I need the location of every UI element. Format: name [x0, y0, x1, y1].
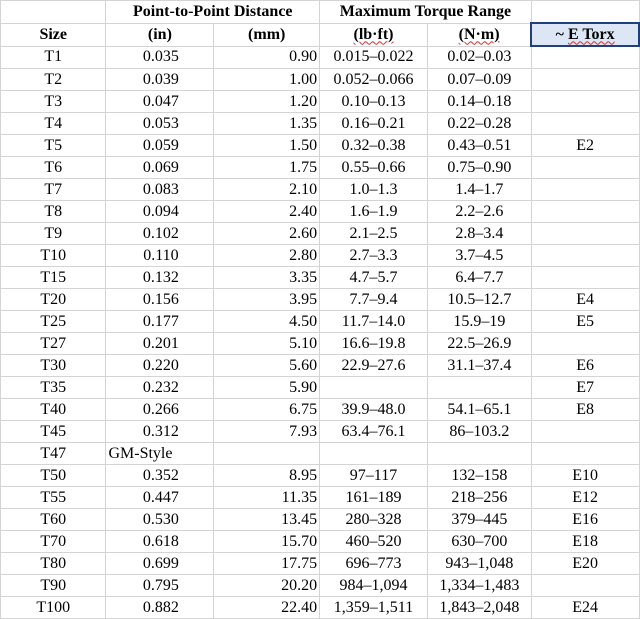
e-torx-cell[interactable]	[531, 333, 639, 355]
in-cell[interactable]: 0.156	[106, 289, 214, 311]
nm-cell[interactable]	[427, 377, 531, 399]
table-row	[1, 69, 640, 91]
e-torx-cell[interactable]: E20	[531, 553, 639, 575]
lbft-cell[interactable]: 984–1,094	[320, 575, 428, 597]
nm-cell[interactable]: 0.07–0.09	[427, 69, 531, 91]
in-cell[interactable]: 0.083	[106, 179, 214, 201]
lbft-cell[interactable]: 0.10–0.13	[320, 91, 428, 113]
lbft-cell[interactable]: 696–773	[320, 553, 428, 575]
table-row	[1, 201, 640, 223]
lbft-cell[interactable]: 161–189	[320, 487, 428, 509]
nm-cell[interactable]: 0.02–0.03	[427, 46, 531, 69]
e-torx-cell[interactable]	[531, 443, 639, 465]
in-cell[interactable]: 0.102	[106, 223, 214, 245]
e-torx-cell[interactable]	[531, 113, 639, 135]
size-cell[interactable]: T90	[1, 575, 106, 597]
header-row-2	[1, 23, 640, 46]
mm-cell[interactable]: 1.75	[214, 157, 320, 179]
lbft-cell[interactable]: 0.55–0.66	[320, 157, 428, 179]
size-cell[interactable]: T35	[1, 377, 106, 399]
mm-cell[interactable]: 3.35	[214, 267, 320, 289]
lbft-cell[interactable]: 39.9–48.0	[320, 399, 428, 421]
e-torx-cell[interactable]	[531, 267, 639, 289]
mm-cell[interactable]: 2.40	[214, 201, 320, 223]
nm-cell[interactable]: 2.8–3.4	[427, 223, 531, 245]
mm-cell[interactable]: 22.40	[214, 597, 320, 619]
e-torx-cell[interactable]: E12	[531, 487, 639, 509]
in-cell[interactable]: 0.530	[106, 509, 214, 531]
size-cell[interactable]: T2	[1, 69, 106, 91]
in-cell[interactable]: 0.882	[106, 597, 214, 619]
e-torx-cell[interactable]	[531, 69, 639, 91]
e-torx-cell[interactable]	[531, 201, 639, 223]
nm-cell[interactable]: 379–445	[427, 509, 531, 531]
mm-cell[interactable]: 2.60	[214, 223, 320, 245]
in-cell[interactable]: 0.035	[106, 46, 214, 69]
lbft-cell[interactable]: 460–520	[320, 531, 428, 553]
size-cell[interactable]: T15	[1, 267, 106, 289]
table-row	[1, 443, 640, 465]
e-torx-cell[interactable]: E7	[531, 377, 639, 399]
nm-cell[interactable]: 31.1–37.4	[427, 355, 531, 377]
in-cell[interactable]: 0.177	[106, 311, 214, 333]
in-cell[interactable]: 0.039	[106, 69, 214, 91]
lbft-cell[interactable]: 0.015–0.022	[320, 46, 428, 69]
nm-cell[interactable]: 943–1,048	[427, 553, 531, 575]
in-cell[interactable]: 0.312	[106, 421, 214, 443]
e-torx-cell[interactable]	[531, 179, 639, 201]
table-row	[1, 311, 640, 333]
mm-cell[interactable]: 11.35	[214, 487, 320, 509]
mm-cell[interactable]: 2.80	[214, 245, 320, 267]
in-cell[interactable]: 0.110	[106, 245, 214, 267]
nm-cell[interactable]: 86–103.2	[427, 421, 531, 443]
size-cell[interactable]: T6	[1, 157, 106, 179]
table-row	[1, 157, 640, 179]
in-cell[interactable]: 0.266	[106, 399, 214, 421]
lbft-cell[interactable]: 0.32–0.38	[320, 135, 428, 157]
nm-cell[interactable]: 10.5–12.7	[427, 289, 531, 311]
nm-cell[interactable]: 1.4–1.7	[427, 179, 531, 201]
nm-cell[interactable]: 218–256	[427, 487, 531, 509]
size-cell[interactable]: T45	[1, 421, 106, 443]
nm-cell[interactable]: 22.5–26.9	[427, 333, 531, 355]
nm-cell[interactable]: 6.4–7.7	[427, 267, 531, 289]
mm-cell[interactable]: 17.75	[214, 553, 320, 575]
header-blank-cell[interactable]	[1, 1, 106, 24]
nm-cell[interactable]: 15.9–19	[427, 311, 531, 333]
table-row	[1, 333, 640, 355]
size-cell[interactable]: T55	[1, 487, 106, 509]
size-cell[interactable]: T80	[1, 553, 106, 575]
header-blank-cell[interactable]	[531, 1, 639, 24]
in-cell[interactable]: 0.795	[106, 575, 214, 597]
in-cell[interactable]: 0.201	[106, 333, 214, 355]
table-row	[1, 509, 640, 531]
table-row	[1, 355, 640, 377]
size-cell[interactable]: T10	[1, 245, 106, 267]
e-torx-cell[interactable]: E24	[531, 597, 639, 619]
size-cell[interactable]: T30	[1, 355, 106, 377]
table-row	[1, 597, 640, 619]
header-nm[interactable]	[427, 23, 531, 46]
nm-cell[interactable]: 630–700	[427, 531, 531, 553]
mm-cell[interactable]: 1.35	[214, 113, 320, 135]
size-cell[interactable]: T40	[1, 399, 106, 421]
table-row	[1, 179, 640, 201]
header-nm-text: (N·m)	[458, 25, 500, 43]
table-row	[1, 575, 640, 597]
e-torx-cell[interactable]	[531, 46, 639, 69]
in-cell[interactable]: 0.059	[106, 135, 214, 157]
nm-cell[interactable]: 54.1–65.1	[427, 399, 531, 421]
lbft-cell[interactable]: 97–117	[320, 465, 428, 487]
table-row	[1, 465, 640, 487]
size-cell[interactable]: T100	[1, 597, 106, 619]
size-cell[interactable]: T60	[1, 509, 106, 531]
table-row	[1, 113, 640, 135]
size-cell[interactable]: T1	[1, 46, 106, 69]
table-row	[1, 487, 640, 509]
lbft-cell[interactable]: 1.0–1.3	[320, 179, 428, 201]
lbft-cell[interactable]: 7.7–9.4	[320, 289, 428, 311]
header-in[interactable]: (in)	[106, 23, 214, 46]
header-e-torx-selected-cell[interactable]: ~ E Torx	[531, 23, 639, 46]
header-lbft-text: (lb·ft)	[353, 25, 394, 43]
e-torx-cell[interactable]: E4	[531, 289, 639, 311]
lbft-cell[interactable]	[320, 377, 428, 399]
nm-cell[interactable]: 0.75–0.90	[427, 157, 531, 179]
mm-cell[interactable]: 8.95	[214, 465, 320, 487]
e-torx-cell[interactable]: E6	[531, 355, 639, 377]
in-cell[interactable]: 0.232	[106, 377, 214, 399]
size-cell[interactable]: T70	[1, 531, 106, 553]
e-torx-cell[interactable]: E16	[531, 509, 639, 531]
header-row-1	[1, 1, 640, 24]
lbft-cell[interactable]: 63.4–76.1	[320, 421, 428, 443]
table-row	[1, 46, 640, 69]
lbft-cell[interactable]: 22.9–27.6	[320, 355, 428, 377]
mm-cell[interactable]: 15.70	[214, 531, 320, 553]
e-torx-cell[interactable]	[531, 91, 639, 113]
size-cell[interactable]: T7	[1, 179, 106, 201]
size-cell[interactable]: T27	[1, 333, 106, 355]
lbft-cell[interactable]: 1,359–1,511	[320, 597, 428, 619]
mm-cell[interactable]: 3.95	[214, 289, 320, 311]
header-lbft[interactable]	[320, 23, 428, 46]
in-cell[interactable]: 0.447	[106, 487, 214, 509]
size-cell[interactable]: T50	[1, 465, 106, 487]
mm-cell[interactable]: 6.75	[214, 399, 320, 421]
mm-cell[interactable]: 20.20	[214, 575, 320, 597]
table-row	[1, 245, 640, 267]
e-torx-cell[interactable]	[531, 421, 639, 443]
e-torx-cell[interactable]: E18	[531, 531, 639, 553]
nm-cell[interactable]: 2.2–2.6	[427, 201, 531, 223]
size-cell[interactable]: T5	[1, 135, 106, 157]
header-mm[interactable]: (mm)	[214, 23, 320, 46]
lbft-cell[interactable]: 11.7–14.0	[320, 311, 428, 333]
mm-cell[interactable]: 5.90	[214, 377, 320, 399]
in-cell[interactable]: 0.053	[106, 113, 214, 135]
size-cell[interactable]: T8	[1, 201, 106, 223]
lbft-cell[interactable]: 4.7–5.7	[320, 267, 428, 289]
table-row	[1, 421, 640, 443]
lbft-cell[interactable]	[320, 443, 428, 465]
e-torx-cell[interactable]: E8	[531, 399, 639, 421]
lbft-cell[interactable]: 0.16–0.21	[320, 113, 428, 135]
mm-cell[interactable]: 0.90	[214, 46, 320, 69]
in-cell[interactable]: 0.699	[106, 553, 214, 575]
e-torx-cell[interactable]: E2	[531, 135, 639, 157]
table-row	[1, 135, 640, 157]
mm-cell[interactable]: 7.93	[214, 421, 320, 443]
table-row	[1, 289, 640, 311]
nm-cell[interactable]: 3.7–4.5	[427, 245, 531, 267]
size-cell[interactable]: T47	[1, 443, 106, 465]
mm-cell[interactable]: 13.45	[214, 509, 320, 531]
lbft-cell[interactable]: 2.7–3.3	[320, 245, 428, 267]
table-body	[1, 1, 640, 619]
in-cell[interactable]: 0.220	[106, 355, 214, 377]
table-row	[1, 553, 640, 575]
in-cell[interactable]: 0.618	[106, 531, 214, 553]
lbft-cell[interactable]: 1.6–1.9	[320, 201, 428, 223]
table-row	[1, 91, 640, 113]
table-row	[1, 377, 640, 399]
mm-cell[interactable]: 1.20	[214, 91, 320, 113]
e-torx-cell[interactable]: E5	[531, 311, 639, 333]
table-row	[1, 399, 640, 421]
e-torx-cell[interactable]	[531, 575, 639, 597]
mm-cell[interactable]: 1.00	[214, 69, 320, 91]
size-cell[interactable]: T20	[1, 289, 106, 311]
mm-cell[interactable]	[214, 443, 320, 465]
lbft-cell[interactable]: 0.052–0.066	[320, 69, 428, 91]
nm-cell[interactable]: 132–158	[427, 465, 531, 487]
lbft-cell[interactable]: 16.6–19.8	[320, 333, 428, 355]
in-cell[interactable]: 0.094	[106, 201, 214, 223]
header-point-to-point-distance[interactable]: Point-to-Point Distance	[106, 1, 320, 24]
mm-cell[interactable]: 4.50	[214, 311, 320, 333]
lbft-cell[interactable]: 280–328	[320, 509, 428, 531]
size-cell[interactable]: T3	[1, 91, 106, 113]
nm-cell[interactable]	[427, 443, 531, 465]
in-cell[interactable]: 0.352	[106, 465, 214, 487]
nm-cell[interactable]: 0.43–0.51	[427, 135, 531, 157]
nm-cell[interactable]: 1,334–1,483	[427, 575, 531, 597]
size-cell[interactable]: T25	[1, 311, 106, 333]
e-torx-cell[interactable]: E10	[531, 465, 639, 487]
nm-cell[interactable]: 1,843–2,048	[427, 597, 531, 619]
table-row	[1, 531, 640, 553]
e-torx-cell[interactable]	[531, 157, 639, 179]
e-torx-cell[interactable]	[531, 245, 639, 267]
in-cell[interactable]: 0.047	[106, 91, 214, 113]
size-cell[interactable]: T4	[1, 113, 106, 135]
header-e-torx-text: E Torx	[567, 25, 615, 43]
nm-cell[interactable]: 0.14–0.18	[427, 91, 531, 113]
mm-cell[interactable]: 5.60	[214, 355, 320, 377]
in-cell[interactable]: 0.069	[106, 157, 214, 179]
lbft-cell[interactable]: 2.1–2.5	[320, 223, 428, 245]
nm-cell[interactable]: 0.22–0.28	[427, 113, 531, 135]
table-row	[1, 267, 640, 289]
header-maximum-torque-range[interactable]: Maximum Torque Range	[320, 1, 532, 24]
mm-cell[interactable]: 2.10	[214, 179, 320, 201]
header-size[interactable]: Size	[1, 23, 106, 46]
e-torx-cell[interactable]	[531, 223, 639, 245]
mm-cell[interactable]: 5.10	[214, 333, 320, 355]
table-row	[1, 223, 640, 245]
size-cell[interactable]: T9	[1, 223, 106, 245]
in-cell[interactable]: 0.132	[106, 267, 214, 289]
mm-cell[interactable]: 1.50	[214, 135, 320, 157]
in-cell[interactable]: GM-Style	[106, 443, 214, 465]
